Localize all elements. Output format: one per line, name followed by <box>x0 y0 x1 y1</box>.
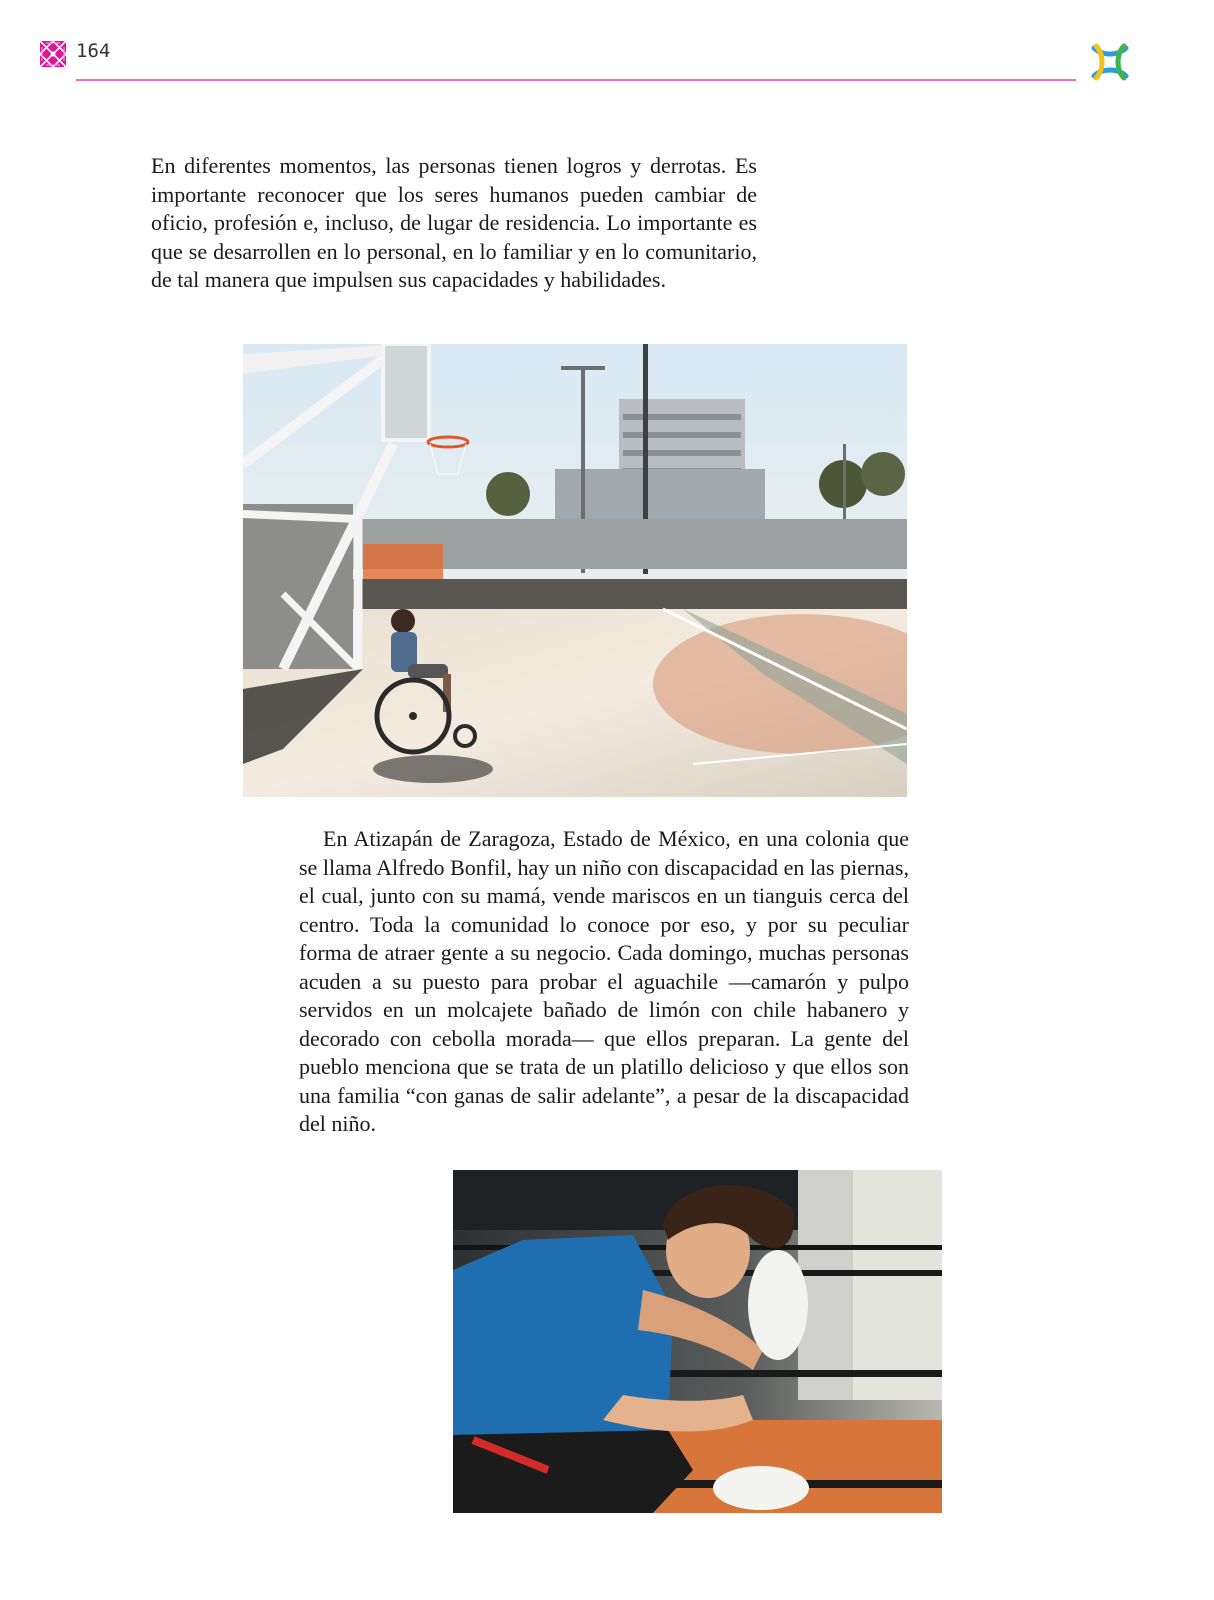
page-number: 164 <box>76 40 111 62</box>
boy-in-wheelchair-basketball-court-photo <box>243 344 907 797</box>
story-paragraph: En Atizapán de Zaragoza, Estado de México, en una colonia que se llama Alfredo Bonfil, hay un niño con discapacidad en las piernas, el cual, junto con su mamá, vende mariscos en un tianguis cerca del centro. Toda la comunidad lo conoce por eso, y por su peculiar forma de atraer gente a su negocio. Cada domingo, muchas personas acuden a su puesto para probar el aguachile —camarón y pulpo servidos en un molcajete bañado de limón con chile habanero y decorado con cebolla morada— que ellos preparan. La gente del pueblo menciona que se trata de un platillo delicioso y que ellos son una familia “con ganas de salir adelante”, a pesar de la discapacidad del niño. <box>299 826 909 1136</box>
pink-pattern-icon <box>40 41 66 67</box>
intro-paragraph: En diferentes momentos, las personas tienen logros y derrotas. Es importante reconocer que los seres humanos pueden cambiar de oficio, profesión e, incluso, de lugar de residencia. Lo importante es que se desarrollen en lo personal, en lo familiar y en lo comunitario, de tal manera que impulsen sus capacidades y habilidades. <box>151 153 757 292</box>
young-boxer-resting-in-ring-photo <box>453 1170 942 1513</box>
header-rule <box>76 79 1076 81</box>
colorful-knot-logo-icon <box>1086 38 1134 86</box>
